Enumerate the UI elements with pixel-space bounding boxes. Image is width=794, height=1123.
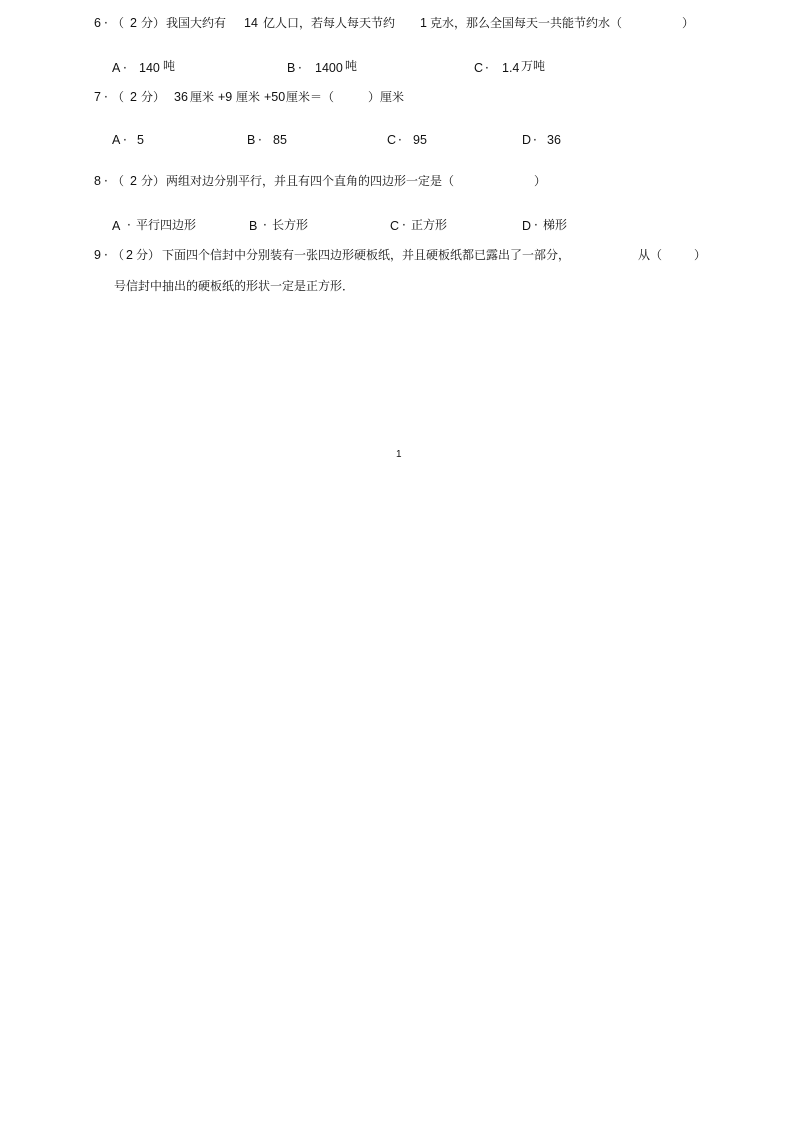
score-open: （ — [112, 248, 125, 262]
option-separator: · — [258, 133, 262, 147]
question-number: 9 — [94, 248, 101, 262]
score-value: 2 — [126, 248, 133, 262]
question-dot: · — [104, 16, 108, 30]
option-separator: · — [533, 133, 537, 147]
option-value: 140 — [139, 61, 160, 75]
option-letter: A — [112, 219, 121, 233]
stem-number: 14 — [244, 16, 258, 30]
answer-blank-close: ） — [682, 16, 695, 30]
option-separator: · — [127, 218, 131, 232]
option-value: 95 — [413, 133, 427, 147]
option-letter: B — [287, 61, 296, 75]
question-8-option-b[interactable] — [249, 217, 339, 233]
score-close: 分） — [141, 16, 166, 30]
score-open: （ — [112, 174, 125, 188]
option-separator: · — [534, 218, 538, 232]
option-separator: · — [123, 133, 127, 147]
question-6-stem — [94, 15, 714, 31]
option-value: 平行四边形 — [136, 218, 197, 232]
page-number: 1 — [396, 449, 402, 460]
question-8-option-a[interactable] — [112, 217, 222, 233]
question-9-stem-line2 — [114, 278, 414, 294]
stem-text: 克水，那么全国每天一共能节约水（ — [430, 16, 623, 30]
option-unit: 吨 — [345, 59, 358, 73]
option-value: 36 — [547, 133, 561, 147]
option-value: 85 — [273, 133, 287, 147]
option-separator: · — [485, 61, 489, 75]
question-number: 8 — [94, 174, 101, 188]
question-dot: · — [104, 174, 108, 188]
question-6-option-c[interactable] — [474, 60, 594, 76]
question-8-option-c[interactable] — [390, 217, 480, 233]
stem-unit: 厘米 — [236, 90, 261, 104]
question-8-option-d[interactable] — [522, 217, 602, 233]
stem-number: 36 — [174, 90, 188, 104]
question-7-option-a[interactable] — [112, 132, 192, 148]
option-unit: 万吨 — [521, 59, 546, 73]
question-7-option-c[interactable] — [387, 132, 467, 148]
option-letter: C — [387, 133, 397, 147]
answer-blank-close: ） — [694, 248, 707, 262]
option-value: 长方形 — [272, 218, 309, 232]
stem-number: +9 — [218, 90, 233, 104]
option-unit: 吨 — [163, 59, 176, 73]
stem-text: 我国大约有 — [166, 16, 227, 30]
option-letter: A — [112, 133, 121, 147]
stem-text: 两组对边分别平行，并且有四个直角的四边形一定是（ — [166, 174, 455, 188]
question-number: 6 — [94, 16, 101, 30]
option-letter: D — [522, 133, 532, 147]
option-letter: B — [247, 133, 256, 147]
score-open: （ — [112, 16, 125, 30]
score-value: 2 — [130, 16, 137, 30]
question-dot: · — [104, 248, 108, 262]
question-8-stem — [94, 173, 554, 189]
question-dot: · — [104, 90, 108, 104]
score-value: 2 — [130, 174, 137, 188]
stem-number: +50 — [264, 90, 286, 104]
option-separator: · — [263, 218, 267, 232]
option-separator: · — [398, 133, 402, 147]
score-open: （ — [112, 90, 125, 104]
question-9-stem — [94, 247, 714, 263]
stem-text: 号信封中抽出的硬板纸的形状一定是正方形． — [114, 279, 355, 293]
score-close: 分） — [141, 90, 166, 104]
option-value: 1.4 — [502, 61, 520, 75]
option-letter: C — [474, 61, 484, 75]
question-6-option-a[interactable] — [112, 60, 232, 76]
stem-unit: 厘米 — [190, 90, 215, 104]
option-letter: B — [249, 219, 258, 233]
question-7-stem — [94, 89, 494, 105]
option-separator: · — [123, 61, 127, 75]
option-value: 梯形 — [543, 218, 568, 232]
option-letter: C — [390, 219, 400, 233]
stem-text: 厘米＝（ — [286, 90, 335, 104]
option-value: 正方形 — [411, 218, 448, 232]
option-letter: A — [112, 61, 121, 75]
option-value: 5 — [137, 133, 144, 147]
question-number: 7 — [94, 90, 101, 104]
question-7-option-d[interactable] — [522, 132, 602, 148]
answer-blank-close: ） — [534, 174, 547, 188]
question-6-option-b[interactable] — [287, 60, 407, 76]
stem-text: 下面四个信封中分别装有一张四边形硬板纸，并且硬板纸都已露出了一部分， — [162, 248, 571, 262]
stem-text: ）厘米 — [368, 90, 405, 104]
option-value: 1400 — [315, 61, 343, 75]
option-separator: · — [402, 218, 406, 232]
option-separator: · — [298, 61, 302, 75]
option-letter: D — [522, 219, 532, 233]
stem-text: 亿人口，若每人每天节约 — [263, 16, 396, 30]
score-close: 分） — [141, 174, 166, 188]
score-close: 分） — [136, 248, 161, 262]
stem-number: 1 — [420, 16, 427, 30]
stem-text: 从（ — [638, 248, 663, 262]
question-7-option-b[interactable] — [247, 132, 327, 148]
score-value: 2 — [130, 90, 137, 104]
